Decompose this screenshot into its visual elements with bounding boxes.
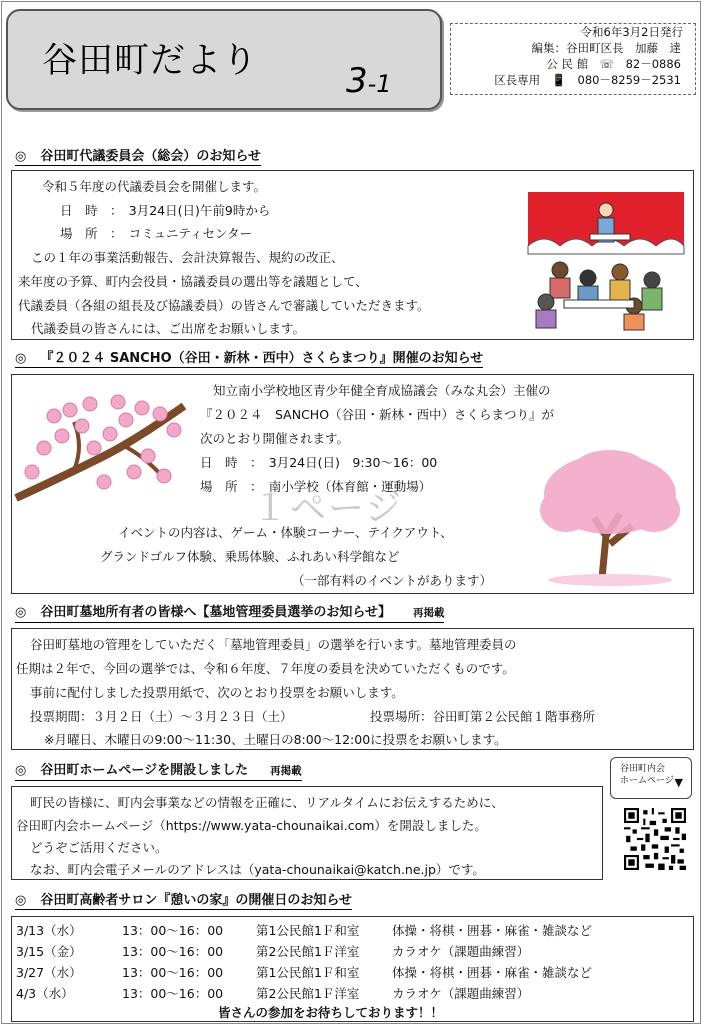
section-heading-sakura: ◎ 『２０２４ SANCHO（谷田・新林・西中）さくらまつり』開催のお知らせ [15, 351, 484, 366]
cemetery-line: 事前に配付しました投票用紙で、次のとおり投票をお願いします。 [30, 685, 404, 700]
homepage-url-line[interactable]: 谷田町内会ホームページ（https://www.yata-chounaikai.com）を開設しました。 [16, 818, 487, 833]
sakura-line: 知立南小学校地区青少年健全育成協議会（みな丸会）主催の [213, 383, 551, 398]
assembly-datetime: 日 時 ： 3月24日(日)午前9時から [60, 203, 271, 218]
salon-date: 3/15（金） [16, 944, 82, 959]
issue-number: 3-1 [346, 61, 392, 101]
sakura-line: グランドゴルフ体験、乗馬体験、ふれあい科学館など [100, 549, 400, 564]
assembly-line: 代議委員の皆さんには、ご出席をお願いします。 [31, 321, 306, 336]
homepage-line: 町民の皆様に、町内会事業などの情報を正確に、リアルタイムにお伝えするために、 [30, 795, 504, 810]
salon-date: 3/13（水） [16, 923, 82, 938]
sakura-place: 場 所 ： 南小学校（体育館・運動場） [200, 479, 432, 494]
salon-place: 第2公民館1Ｆ洋室 [256, 944, 360, 959]
salon-content: カラオケ（課題曲練習） [392, 986, 530, 1001]
voting-period: 投票期間：３月２日（土）～３月２３日（土） [30, 709, 293, 724]
down-arrow-icon: ▼ [674, 776, 683, 789]
assembly-line: 令和５年度の代議委員会を開催します。 [42, 179, 267, 194]
assembly-place: 場 所 ： コミュニティセンター [60, 226, 253, 241]
section-heading-salon: ◎ 谷田町高齢者サロン『憩いの家』の開催日のお知らせ [15, 893, 352, 908]
salon-closing: 皆さんの参加をお待ちしております！！ [218, 1005, 444, 1020]
homepage-email-line[interactable]: なお、町内会電子メールのアドレスは（yata-chounaikai@katch.ne.jp）です。 [30, 862, 485, 877]
cemetery-line: 谷田町墓地の管理をしていただく「墓地管理委員」の選挙を行います。墓地管理委員の [30, 637, 517, 652]
salon-time: 13：00～16：00 [122, 986, 224, 1001]
salon-time: 13：00～16：00 [122, 965, 224, 980]
publication-hall-phone: 公 民 館 ☏ 82－0886 [546, 57, 681, 71]
reposted-badge: 再掲載 [412, 607, 445, 619]
publication-date: 令和6年3月2日発行 [580, 25, 683, 39]
salon-place: 第2公民館1Ｆ洋室 [256, 986, 360, 1001]
section-heading-assembly: ◎ 谷田町代議委員会（総会）のお知らせ [15, 149, 261, 164]
salon-place: 第1公民館1Ｆ和室 [256, 965, 360, 980]
salon-date: 4/3（水） [16, 986, 74, 1001]
publication-info [450, 23, 696, 95]
meeting-illustration [524, 188, 688, 332]
publication-editor: 編集：谷田町区長 加藤 達 [531, 41, 681, 55]
blossoms [25, 395, 181, 489]
homepage-line: どうぞご活用ください。 [30, 840, 168, 855]
voting-hours-note: ※月曜日、木曜日の9:00～11:30、土曜日の8:00～12:00に投票をお願いします。 [44, 732, 507, 747]
salon-place: 第1公民館1Ｆ和室 [256, 923, 360, 938]
publication-leader-phone: 区長専用 📱 080－8259－2531 [494, 73, 681, 87]
fallen-petals [548, 574, 672, 586]
salon-content: カラオケ（課題曲練習） [392, 944, 530, 959]
salon-time: 13：00～16：00 [122, 944, 224, 959]
voting-place: 投票場所：谷田町第２公民館１階事務所 [370, 709, 596, 724]
podium [590, 234, 630, 240]
sakura-line: 『２０２４ SANCHO（谷田・新林・西中）さくらまつり』が [200, 407, 555, 422]
section-heading-cemetery: ◎ 谷田町墓地所有者の皆様へ【墓地管理委員選挙のお知らせ】 再掲載 [15, 604, 444, 623]
sakura-line: 次のとおり開催されます。 [200, 431, 350, 446]
speaker-head [599, 203, 613, 217]
assembly-line: この１年の事業活動報告、会計決算報告、規約の改正、 [31, 250, 344, 265]
homepage-qr-label: 谷田町内会 ホームページ ▼ [610, 757, 692, 799]
salon-time: 13：00～16：00 [122, 923, 224, 938]
cherry-branch-illustration [14, 386, 194, 510]
salon-date: 3/27（水） [16, 965, 82, 980]
assembly-line: 来年度の予算、町内会役員・協議委員の選出等を議題として、 [18, 274, 368, 289]
salon-content: 体操・将棋・囲碁・麻雀・雑談など [392, 923, 593, 938]
newsletter-title: 谷田町だより [42, 41, 259, 81]
reposted-badge: 再掲載 [270, 765, 302, 777]
sakura-line: イベントの内容は、ゲーム・体験コーナー、テイクアウト、 [118, 525, 453, 540]
sakura-line: （一部有料のイベントがあります） [292, 573, 493, 588]
cherry-tree-illustration [536, 448, 684, 588]
cemetery-line: 任期は２年で、今回の選挙では、令和６年度、７年度の委員を決めていただくものです。 [16, 661, 515, 676]
page-watermark: １ページ [252, 488, 404, 529]
newsletter-title-box [6, 9, 442, 110]
salon-content: 体操・将棋・囲碁・麻雀・雑談など [392, 965, 593, 980]
section-heading-homepage: ◎ 谷田町ホームページを開設しました 再掲載 [15, 762, 302, 781]
qr-code-icon[interactable] [624, 808, 686, 870]
tree-canopy [540, 450, 680, 534]
assembly-line: 代議委員（各組の組長及び協議委員）の皆さんで審議していただきます。 [18, 298, 430, 313]
sakura-datetime: 日 時 ： 3月24日(日) 9:30～16：00 [200, 455, 438, 470]
